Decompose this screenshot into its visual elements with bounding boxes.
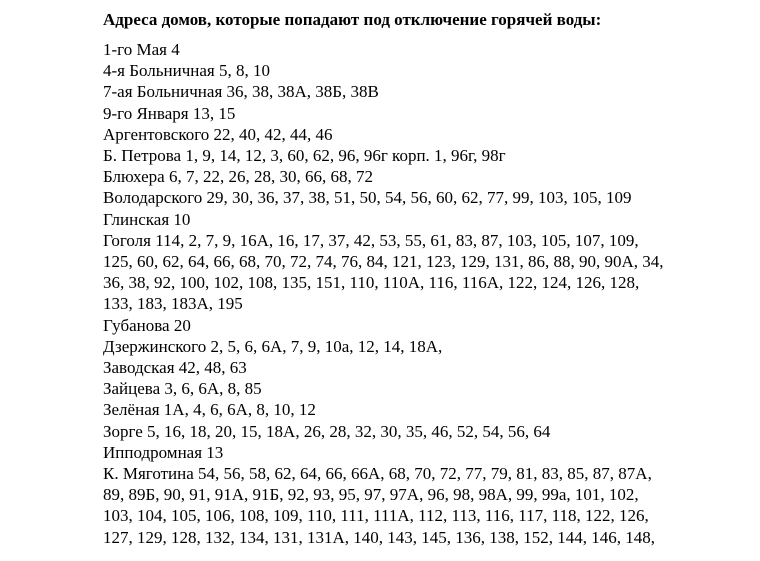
address-line: Б. Петрова 1, 9, 14, 12, 3, 60, 62, 96, 96г корп. 1, 96г, 98г [103, 146, 506, 166]
address-line-continued: 36, 38, 92, 100, 102, 108, 135, 151, 110, 110А, 116, 116А, 122, 124, 126, 128, [103, 273, 640, 293]
address-line-continued: 133, 183, 183А, 195 [103, 294, 243, 314]
address-line: Губанова 20 [103, 315, 191, 335]
address-line: Гоголя 114, 2, 7, 9, 16А, 16, 17, 37, 42, 53, 55, 61, 83, 87, 103, 105, 107, 109, [103, 230, 639, 250]
address-line-continued: 103, 104, 105, 106, 108, 109, 110, 111, 111А, 112, 113, 116, 117, 118, 122, 126, [103, 506, 649, 526]
address-line: Зорге 5, 16, 18, 20, 15, 18А, 26, 28, 32, 30, 35, 46, 52, 54, 56, 64 [103, 421, 551, 441]
address-line: 4-я Больничная 5, 8, 10 [103, 61, 270, 81]
address-line: Заводская 42, 48, 63 [103, 358, 247, 378]
address-line: 7-ая Больничная 36, 38, 38А, 38Б, 38В [103, 82, 379, 102]
address-line: Глинская 10 [103, 209, 191, 229]
address-line-continued: 125, 60, 62, 64, 66, 68, 70, 72, 74, 76, 84, 121, 123, 129, 131, 86, 88, 90, 90А, 34, [103, 252, 664, 272]
address-line-continued: 127, 129, 128, 132, 134, 131, 131А, 140, 143, 145, 136, 138, 152, 144, 146, 148, [103, 527, 656, 547]
address-line: Зайцева 3, 6, 6А, 8, 85 [103, 379, 262, 399]
address-line: 9-го Января 13, 15 [103, 103, 236, 123]
address-line: Аргентовского 22, 40, 42, 44, 46 [103, 124, 333, 144]
address-line: Дзержинского 2, 5, 6, 6А, 7, 9, 10а, 12, 14, 18А, [103, 336, 443, 356]
document-heading: Адреса домов, которые попадают под отключение горячей воды: [103, 10, 602, 29]
address-list [103, 39, 743, 548]
address-line: Зелёная 1А, 4, 6, 6А, 8, 10, 12 [103, 400, 316, 420]
address-line: К. Мяготина 54, 56, 58, 62, 64, 66, 66А, 68, 70, 72, 77, 79, 81, 83, 85, 87, 87А, [103, 464, 652, 484]
address-line-continued: 89, 89Б, 90, 91, 91А, 91Б, 92, 93, 95, 97, 97А, 96, 98, 98А, 99, 99а, 101, 102, [103, 485, 639, 505]
address-line: Блюхера 6, 7, 22, 26, 28, 30, 66, 68, 72 [103, 167, 373, 187]
address-line: 1-го Мая 4 [103, 40, 180, 59]
address-line: Ипподромная 13 [103, 442, 224, 462]
document-page [103, 9, 743, 548]
address-line: Володарского 29, 30, 36, 37, 38, 51, 50, 54, 56, 60, 62, 77, 99, 103, 105, 109 [103, 188, 632, 208]
